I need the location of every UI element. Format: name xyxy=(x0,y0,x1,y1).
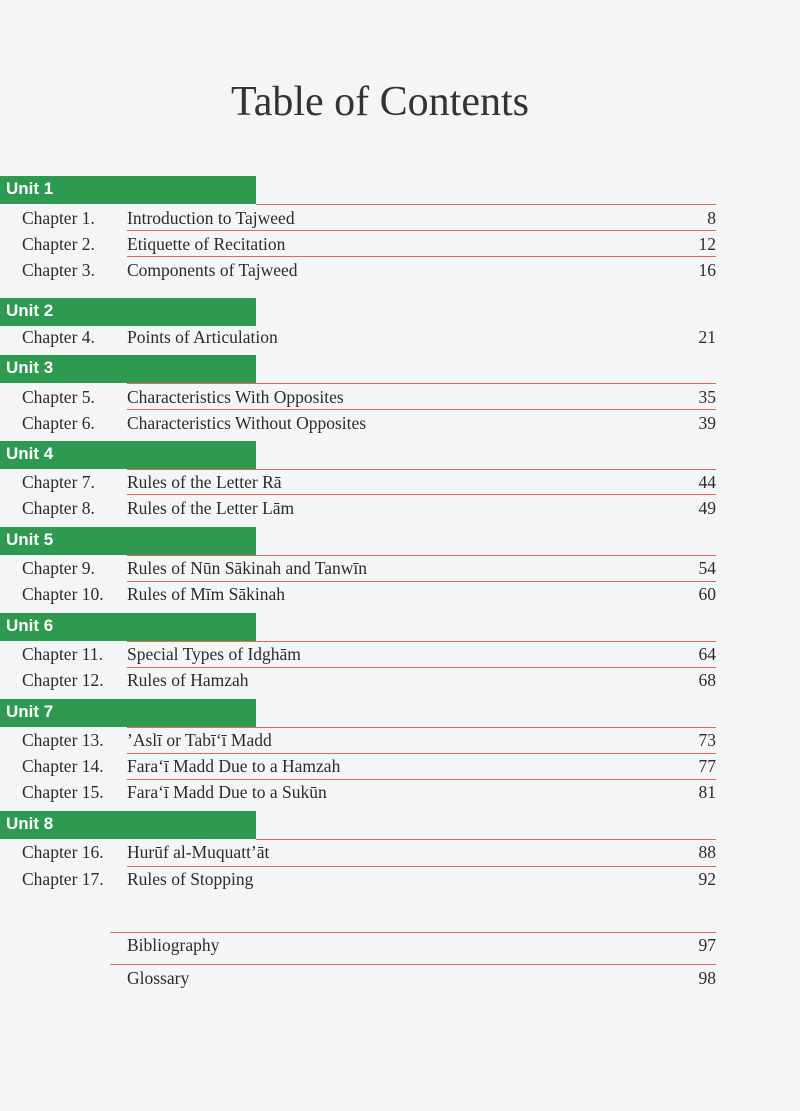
chapter-number: Chapter 2. xyxy=(22,234,95,254)
chapter-number: Chapter 6. xyxy=(22,413,95,433)
unit-header xyxy=(0,176,256,204)
unit-label: Unit 1 xyxy=(6,179,54,198)
page-number: 97 xyxy=(698,935,716,955)
unit-label: Unit 2 xyxy=(6,301,54,320)
chapter-number: Chapter 8. xyxy=(22,498,95,518)
toc-entry[interactable] xyxy=(0,413,800,439)
chapter-number: Chapter 1. xyxy=(22,208,95,228)
chapter-number: Chapter 17. xyxy=(22,869,104,889)
page-number: 60 xyxy=(698,584,716,604)
toc-entry[interactable] xyxy=(0,869,800,895)
back-matter-title: Glossary xyxy=(127,968,190,988)
chapter-number: Chapter 7. xyxy=(22,472,95,492)
toc-entry[interactable] xyxy=(0,782,800,808)
unit-header xyxy=(0,613,256,641)
chapter-title: Rules of the Letter Lām xyxy=(127,498,295,518)
page-number: 12 xyxy=(698,234,716,254)
chapter-title: Faraʻī Madd Due to a Hamzah xyxy=(127,756,341,776)
entry-rule xyxy=(110,964,716,965)
entry-rule xyxy=(127,779,716,780)
page-number: 39 xyxy=(698,413,716,433)
page-number: 68 xyxy=(698,670,716,690)
unit-rule xyxy=(256,204,716,205)
chapter-number: Chapter 11. xyxy=(22,644,103,664)
entry-rule xyxy=(127,753,716,754)
page-number: 44 xyxy=(698,472,716,492)
unit-label: Unit 4 xyxy=(6,444,54,463)
chapter-title: Introduction to Tajweed xyxy=(127,208,295,228)
page-number: 98 xyxy=(698,968,716,988)
unit-header xyxy=(0,355,256,383)
chapter-number: Chapter 4. xyxy=(22,327,95,347)
toc-entry[interactable] xyxy=(0,670,800,696)
chapter-number: Chapter 10. xyxy=(22,584,104,604)
unit-header xyxy=(0,699,256,727)
page-number: 35 xyxy=(698,387,716,407)
entry-rule xyxy=(127,581,716,582)
chapter-title: Rules of the Letter Rā xyxy=(127,472,282,492)
unit-header xyxy=(0,811,256,839)
unit-rule xyxy=(256,839,716,840)
chapter-number: Chapter 3. xyxy=(22,260,95,280)
chapter-title: Etiquette of Recitation xyxy=(127,234,286,254)
unit-label: Unit 8 xyxy=(6,814,54,833)
chapter-title: Points of Articulation xyxy=(127,327,278,347)
unit-header xyxy=(0,527,256,555)
page-number: 88 xyxy=(698,842,716,862)
unit-header xyxy=(0,441,256,469)
entry-rule xyxy=(127,494,716,495)
entry-rule xyxy=(127,230,716,231)
page-number: 21 xyxy=(698,327,716,347)
toc-entry[interactable] xyxy=(0,584,800,610)
chapter-number: Chapter 13. xyxy=(22,730,104,750)
chapter-title: Hurūf al-Muquattʼāt xyxy=(127,842,270,862)
unit-rule xyxy=(127,555,716,556)
entry-rule xyxy=(127,256,716,257)
unit-rule xyxy=(127,469,716,470)
toc-entry[interactable] xyxy=(0,260,800,286)
page-number: 81 xyxy=(698,782,716,802)
chapter-title: Rules of Stopping xyxy=(127,869,254,889)
chapter-title: Rules of Nūn Sākinah and Tanwīn xyxy=(127,558,368,578)
entry-rule xyxy=(127,866,716,867)
unit-label: Unit 6 xyxy=(6,616,54,635)
page-number: 64 xyxy=(698,644,716,664)
chapter-title: Special Types of Idghām xyxy=(127,644,301,664)
page-number: 8 xyxy=(707,208,716,228)
unit-rule xyxy=(127,727,716,728)
chapter-title: ʼAslī or Tabīʻī Madd xyxy=(127,730,272,750)
page-number: 16 xyxy=(698,260,716,280)
page-number: 49 xyxy=(698,498,716,518)
chapter-title: Rules of Mīm Sākinah xyxy=(127,584,285,604)
chapter-number: Chapter 9. xyxy=(22,558,95,578)
entry-rule xyxy=(127,409,716,410)
chapter-number: Chapter 12. xyxy=(22,670,104,690)
page-number: 73 xyxy=(698,730,716,750)
entry-rule xyxy=(127,667,716,668)
chapter-title: Characteristics With Opposites xyxy=(127,387,344,407)
chapter-title: Rules of Hamzah xyxy=(127,670,249,690)
unit-label: Unit 3 xyxy=(6,358,54,377)
toc-entry[interactable] xyxy=(0,498,800,524)
toc-entry[interactable] xyxy=(0,842,800,868)
chapter-number: Chapter 5. xyxy=(22,387,95,407)
toc-entry[interactable] xyxy=(0,968,800,994)
chapter-number: Chapter 14. xyxy=(22,756,104,776)
chapter-title: Characteristics Without Opposites xyxy=(127,413,367,433)
toc-entry[interactable] xyxy=(0,935,800,961)
unit-label: Unit 5 xyxy=(6,530,54,549)
unit-rule xyxy=(127,641,716,642)
unit-header xyxy=(0,298,256,326)
unit-label: Unit 7 xyxy=(6,702,54,721)
chapter-title: Faraʻī Madd Due to a Sukūn xyxy=(127,782,327,802)
page-number: 54 xyxy=(698,558,716,578)
page-title: Table of Contents xyxy=(231,79,529,125)
unit-rule xyxy=(127,383,716,384)
toc-entry[interactable] xyxy=(0,327,800,353)
back-matter-title: Bibliography xyxy=(127,935,220,955)
page-number: 77 xyxy=(698,756,716,776)
chapter-number: Chapter 16. xyxy=(22,842,104,862)
entry-rule xyxy=(110,932,716,933)
chapter-title: Components of Tajweed xyxy=(127,260,298,280)
chapter-number: Chapter 15. xyxy=(22,782,104,802)
page-number: 92 xyxy=(698,869,716,889)
